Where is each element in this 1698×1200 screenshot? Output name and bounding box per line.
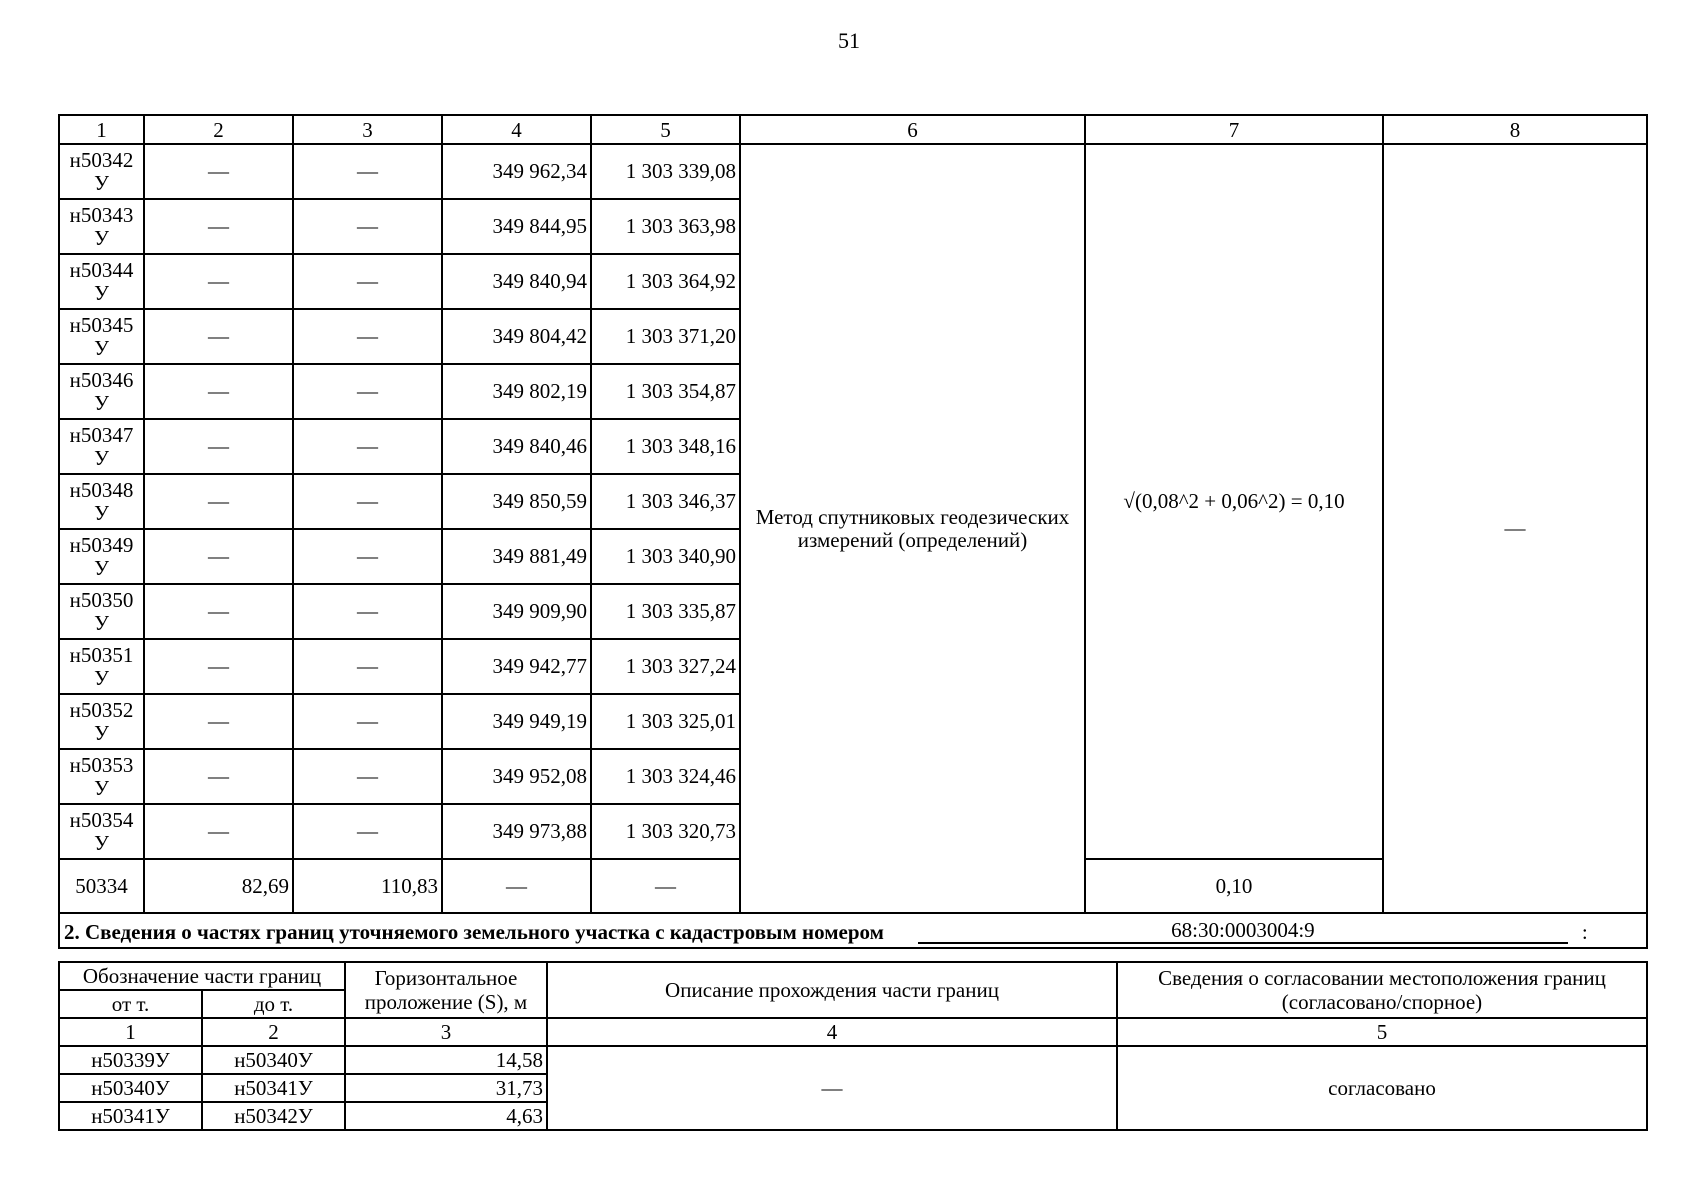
x-coordinate: 349 850,59 — [442, 474, 591, 529]
point-id-suffix: У — [94, 556, 109, 580]
from-point: н50340У — [59, 1074, 202, 1102]
point-id — [59, 254, 144, 309]
point-id — [59, 199, 144, 254]
column-numbers-row — [59, 1018, 1647, 1046]
point-id-suffix: У — [94, 721, 109, 745]
point-id-line: н50353 — [69, 753, 134, 777]
point-id — [59, 309, 144, 364]
col-number: 3 — [345, 1018, 547, 1046]
point-id-line: н50346 — [69, 368, 134, 392]
point-id-suffix: У — [94, 281, 109, 305]
length-value: 14,58 — [345, 1046, 547, 1074]
from-point: н50341У — [59, 1102, 202, 1130]
point-id-suffix: У — [94, 446, 109, 470]
section2-colon: : — [1581, 919, 1588, 944]
point-id-line: н50342 — [69, 148, 134, 172]
col2-value: — — [144, 639, 293, 694]
y-coordinate: 1 303 364,92 — [591, 254, 740, 309]
col2-value: — — [144, 804, 293, 859]
x-coordinate: 349 840,46 — [442, 419, 591, 474]
y-coordinate: — — [591, 859, 740, 913]
point-id-suffix: У — [94, 666, 109, 690]
col3-value: — — [293, 419, 442, 474]
point-id-line: н50347 — [69, 423, 134, 447]
x-coordinate: 349 952,08 — [442, 749, 591, 804]
col2-value: — — [144, 419, 293, 474]
col3-value: — — [293, 364, 442, 419]
x-coordinate: 349 962,34 — [442, 144, 591, 199]
col3-value: — — [293, 584, 442, 639]
section2-title: 2. Сведения о частях границ уточняемого земельного участка с кадастровым номером — [64, 919, 884, 944]
point-id — [59, 364, 144, 419]
col-number: 1 — [59, 1018, 202, 1046]
col2-value: — — [144, 584, 293, 639]
y-coordinate: 1 303 340,90 — [591, 529, 740, 584]
point-id — [59, 584, 144, 639]
col3-value: — — [293, 309, 442, 364]
to-point: н50340У — [202, 1046, 345, 1074]
col2-value: — — [144, 199, 293, 254]
point-id — [59, 694, 144, 749]
point-id — [59, 419, 144, 474]
col3-value: — — [293, 804, 442, 859]
x-coordinate: 349 881,49 — [442, 529, 591, 584]
col2-value: — — [144, 364, 293, 419]
accuracy-value: 0,10 — [1085, 859, 1383, 913]
col3-value: — — [293, 144, 442, 199]
point-id-line: н50344 — [69, 258, 134, 282]
x-coordinate: 349 909,90 — [442, 584, 591, 639]
col3-value: — — [293, 749, 442, 804]
x-coordinate: 349 802,19 — [442, 364, 591, 419]
col3-value: — — [293, 254, 442, 309]
col2-value: — — [144, 144, 293, 199]
to-point: н50342У — [202, 1102, 345, 1130]
description-value: — — [547, 1046, 1117, 1130]
table-header-row — [59, 962, 1647, 990]
point-id — [59, 529, 144, 584]
point-id-line: н50349 — [69, 533, 134, 557]
col3-value: 110,83 — [293, 859, 442, 913]
point-id-suffix: У — [94, 171, 109, 195]
part-designation-header: Обозначение части границ — [59, 962, 345, 990]
y-coordinate: 1 303 327,24 — [591, 639, 740, 694]
y-coordinate: 1 303 371,20 — [591, 309, 740, 364]
point-id — [59, 639, 144, 694]
y-coordinate: 1 303 324,46 — [591, 749, 740, 804]
col2-value: — — [144, 254, 293, 309]
length-header: Горизонтальное проложение (S), м — [345, 962, 547, 1018]
col2-value: — — [144, 309, 293, 364]
col-number: 5 — [1117, 1018, 1647, 1046]
x-coordinate: 349 804,42 — [442, 309, 591, 364]
col8-value: — — [1383, 144, 1647, 913]
col3-value: — — [293, 694, 442, 749]
agreement-value: согласовано — [1117, 1046, 1647, 1130]
col-header: 3 — [293, 115, 442, 144]
from-header: от т. — [59, 990, 202, 1018]
section2-row — [59, 913, 1647, 948]
description-header: Описание прохождения части границ — [547, 962, 1117, 1018]
to-header: до т. — [202, 990, 345, 1018]
point-id-suffix: У — [94, 501, 109, 525]
accuracy-formula: √(0,08^2 + 0,06^2) = 0,10 — [1085, 144, 1383, 859]
col2-value: — — [144, 474, 293, 529]
col3-value: — — [293, 639, 442, 694]
to-point: н50341У — [202, 1074, 345, 1102]
col-header: 6 — [740, 115, 1085, 144]
col-header: 7 — [1085, 115, 1383, 144]
y-coordinate: 1 303 354,87 — [591, 364, 740, 419]
col-number: 2 — [202, 1018, 345, 1046]
col2-value: 82,69 — [144, 859, 293, 913]
page-number: 51 — [838, 28, 860, 53]
x-coordinate: 349 840,94 — [442, 254, 591, 309]
point-id-line: н50348 — [69, 478, 134, 502]
x-coordinate: 349 973,88 — [442, 804, 591, 859]
col2-value: — — [144, 694, 293, 749]
cadastral-number: 68:30:0003004:9 — [918, 918, 1568, 944]
point-id — [59, 144, 144, 199]
x-coordinate: 349 942,77 — [442, 639, 591, 694]
from-point: н50339У — [59, 1046, 202, 1074]
method-cell: Метод спутниковых геодезических измерений (определений) — [740, 144, 1085, 913]
point-id-line: н50354 — [69, 808, 134, 832]
col3-value: — — [293, 529, 442, 584]
point-id-line: н50343 — [69, 203, 134, 227]
point-id-suffix: У — [94, 336, 109, 360]
length-value: 31,73 — [345, 1074, 547, 1102]
point-id — [59, 804, 144, 859]
y-coordinate: 1 303 320,73 — [591, 804, 740, 859]
point-id-line: н50345 — [69, 313, 134, 337]
point-id-line: н50352 — [69, 698, 134, 722]
point-id-suffix: У — [94, 831, 109, 855]
point-id-suffix: У — [94, 776, 109, 800]
point-id — [59, 474, 144, 529]
y-coordinate: 1 303 363,98 — [591, 199, 740, 254]
point-id-suffix: У — [94, 226, 109, 250]
col-header: 1 — [59, 115, 144, 144]
col-header: 5 — [591, 115, 740, 144]
x-coordinate: 349 844,95 — [442, 199, 591, 254]
col2-value: — — [144, 529, 293, 584]
y-coordinate: 1 303 346,37 — [591, 474, 740, 529]
table-header-row — [59, 115, 1647, 144]
boundary-points-table — [58, 114, 1648, 949]
point-id-line: н50351 — [69, 643, 134, 667]
y-coordinate: 1 303 325,01 — [591, 694, 740, 749]
col3-value: — — [293, 199, 442, 254]
col-header: 8 — [1383, 115, 1647, 144]
x-coordinate: 349 949,19 — [442, 694, 591, 749]
point-id: 50334 — [59, 859, 144, 913]
col2-value: — — [144, 749, 293, 804]
point-id-line: н50350 — [69, 588, 134, 612]
point-id-suffix: У — [94, 611, 109, 635]
point-id-suffix: У — [94, 391, 109, 415]
x-coordinate: — — [442, 859, 591, 913]
table-row — [59, 144, 1647, 199]
col-number: 4 — [547, 1018, 1117, 1046]
y-coordinate: 1 303 335,87 — [591, 584, 740, 639]
length-value: 4,63 — [345, 1102, 547, 1130]
col-header: 4 — [442, 115, 591, 144]
point-id — [59, 749, 144, 804]
agreement-header: Сведения о согласовании местоположения границ (согласовано/спорное) — [1117, 962, 1647, 1018]
table-row — [59, 1046, 1647, 1074]
y-coordinate: 1 303 348,16 — [591, 419, 740, 474]
col3-value: — — [293, 474, 442, 529]
section2-cell — [59, 913, 1647, 948]
y-coordinate: 1 303 339,08 — [591, 144, 740, 199]
col-header: 2 — [144, 115, 293, 144]
boundary-parts-table — [58, 961, 1648, 1131]
